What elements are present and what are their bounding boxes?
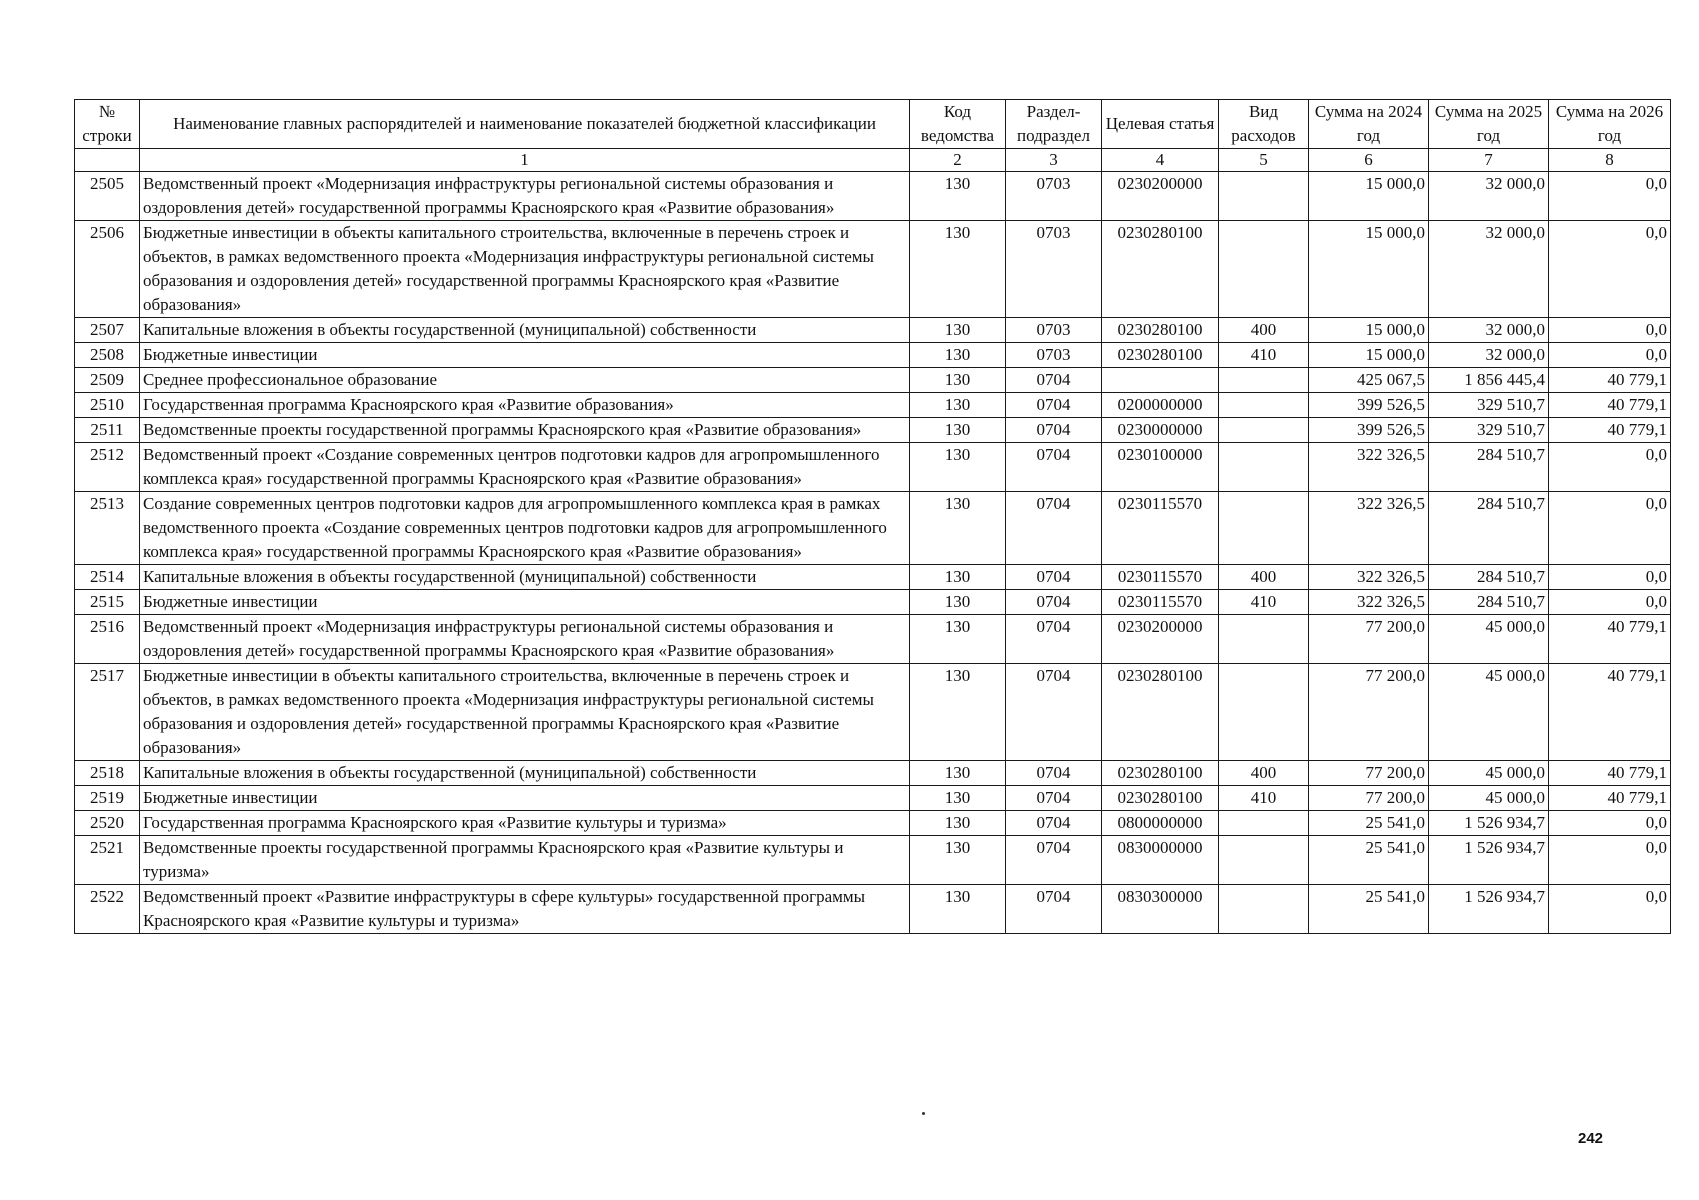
sum-2024: 25 541,0 xyxy=(1309,811,1429,836)
row-name: Бюджетные инвестиции xyxy=(140,786,910,811)
row-number: 2520 xyxy=(75,811,140,836)
row-number: 2512 xyxy=(75,443,140,492)
expense-type xyxy=(1219,492,1309,565)
table-row xyxy=(75,885,1671,934)
expense-type: 410 xyxy=(1219,786,1309,811)
dept-code: 130 xyxy=(910,172,1006,221)
table-row xyxy=(75,664,1671,761)
sum-2025: 32 000,0 xyxy=(1429,221,1549,318)
sum-2024: 322 326,5 xyxy=(1309,443,1429,492)
section-code: 0704 xyxy=(1006,565,1102,590)
dept-code: 130 xyxy=(910,343,1006,368)
target-article: 0200000000 xyxy=(1102,393,1219,418)
sum-2024: 15 000,0 xyxy=(1309,221,1429,318)
table-row xyxy=(75,761,1671,786)
sum-2026: 0,0 xyxy=(1549,318,1671,343)
target-article: 0230000000 xyxy=(1102,418,1219,443)
target-article: 0230200000 xyxy=(1102,615,1219,664)
row-name: Капитальные вложения в объекты государственной (муниципальной) собственности xyxy=(140,565,910,590)
row-name: Капитальные вложения в объекты государственной (муниципальной) собственности xyxy=(140,318,910,343)
sum-2025: 1 526 934,7 xyxy=(1429,811,1549,836)
target-article: 0230100000 xyxy=(1102,443,1219,492)
expense-type xyxy=(1219,443,1309,492)
sum-2025: 329 510,7 xyxy=(1429,393,1549,418)
expense-type xyxy=(1219,836,1309,885)
sum-2024: 15 000,0 xyxy=(1309,343,1429,368)
row-name: Государственная программа Красноярского края «Развитие культуры и туризма» xyxy=(140,811,910,836)
row-number: 2515 xyxy=(75,590,140,615)
dept-code: 130 xyxy=(910,565,1006,590)
row-name: Ведомственные проекты государственной программы Красноярского края «Развитие культуры и туризма» xyxy=(140,836,910,885)
sum-2026: 40 779,1 xyxy=(1549,761,1671,786)
expense-type: 400 xyxy=(1219,318,1309,343)
row-name: Ведомственный проект «Развитие инфраструктуры в сфере культуры» государственной программы Красноярского края «Развитие культуры и туризма» xyxy=(140,885,910,934)
page-number: 242 xyxy=(1578,1130,1604,1147)
table-row xyxy=(75,615,1671,664)
expense-type xyxy=(1219,885,1309,934)
row-number: 2519 xyxy=(75,786,140,811)
dept-code: 130 xyxy=(910,786,1006,811)
row-number: 2507 xyxy=(75,318,140,343)
row-number: 2518 xyxy=(75,761,140,786)
sum-2025: 284 510,7 xyxy=(1429,565,1549,590)
table-row xyxy=(75,318,1671,343)
table-row xyxy=(75,221,1671,318)
sum-2025: 45 000,0 xyxy=(1429,615,1549,664)
sum-2024: 77 200,0 xyxy=(1309,786,1429,811)
header-section: Раздел-подраздел xyxy=(1006,100,1102,149)
sum-2024: 322 326,5 xyxy=(1309,565,1429,590)
scan-speck xyxy=(922,1112,925,1115)
sum-2024: 15 000,0 xyxy=(1309,318,1429,343)
row-name: Ведомственный проект «Модернизация инфраструктуры региональной системы образования и оздоровления детей» государственной программы Красноярского края «Развитие образования» xyxy=(140,615,910,664)
sum-2026: 0,0 xyxy=(1549,492,1671,565)
column-number: 2 xyxy=(910,149,1006,172)
section-code: 0704 xyxy=(1006,393,1102,418)
table-row xyxy=(75,343,1671,368)
sum-2026: 40 779,1 xyxy=(1549,615,1671,664)
header-sum-2024: Сумма на 2024 год xyxy=(1309,100,1429,149)
sum-2026: 0,0 xyxy=(1549,172,1671,221)
section-code: 0704 xyxy=(1006,885,1102,934)
header-sum-2026: Сумма на 2026 год xyxy=(1549,100,1671,149)
sum-2024: 77 200,0 xyxy=(1309,664,1429,761)
dept-code: 130 xyxy=(910,318,1006,343)
budget-table xyxy=(74,99,1671,934)
row-number: 2506 xyxy=(75,221,140,318)
table-row xyxy=(75,393,1671,418)
row-name: Ведомственный проект «Модернизация инфраструктуры региональной системы образования и оздоровления детей» государственной программы Красноярского края «Развитие образования» xyxy=(140,172,910,221)
sum-2024: 25 541,0 xyxy=(1309,836,1429,885)
sum-2026: 0,0 xyxy=(1549,590,1671,615)
dept-code: 130 xyxy=(910,615,1006,664)
section-code: 0704 xyxy=(1006,836,1102,885)
sum-2024: 77 200,0 xyxy=(1309,761,1429,786)
header-code: Код ведомства xyxy=(910,100,1006,149)
sum-2024: 399 526,5 xyxy=(1309,393,1429,418)
sum-2026: 0,0 xyxy=(1549,565,1671,590)
table-row xyxy=(75,590,1671,615)
row-number: 2505 xyxy=(75,172,140,221)
expense-type xyxy=(1219,811,1309,836)
sum-2025: 284 510,7 xyxy=(1429,590,1549,615)
target-article: 0230280100 xyxy=(1102,664,1219,761)
section-code: 0704 xyxy=(1006,368,1102,393)
sum-2025: 45 000,0 xyxy=(1429,761,1549,786)
section-code: 0704 xyxy=(1006,786,1102,811)
table-row xyxy=(75,492,1671,565)
table-row xyxy=(75,418,1671,443)
header-sum-2025: Сумма на 2025 год xyxy=(1429,100,1549,149)
sum-2024: 322 326,5 xyxy=(1309,590,1429,615)
section-code: 0704 xyxy=(1006,761,1102,786)
expense-type xyxy=(1219,393,1309,418)
column-number: 7 xyxy=(1429,149,1549,172)
section-code: 0704 xyxy=(1006,418,1102,443)
sum-2024: 25 541,0 xyxy=(1309,885,1429,934)
row-name: Государственная программа Красноярского края «Развитие образования» xyxy=(140,393,910,418)
target-article: 0230280100 xyxy=(1102,221,1219,318)
sum-2025: 284 510,7 xyxy=(1429,443,1549,492)
section-code: 0704 xyxy=(1006,492,1102,565)
column-number: 5 xyxy=(1219,149,1309,172)
row-name: Создание современных центров подготовки кадров для агропромышленного комплекса края в рамках ведомственного проекта «Создание современных центров подготовки кадров для агропромышленного комплекса края» государственной программы Красноярского края «Развитие образования» xyxy=(140,492,910,565)
expense-type xyxy=(1219,664,1309,761)
sum-2026: 0,0 xyxy=(1549,836,1671,885)
dept-code: 130 xyxy=(910,761,1006,786)
expense-type: 410 xyxy=(1219,343,1309,368)
dept-code: 130 xyxy=(910,885,1006,934)
column-number-row xyxy=(75,149,1671,172)
expense-type xyxy=(1219,172,1309,221)
row-number: 2510 xyxy=(75,393,140,418)
row-name: Ведомственный проект «Создание современных центров подготовки кадров для агропромышленного комплекса края» государственной программы Красноярского края «Развитие образования» xyxy=(140,443,910,492)
sum-2025: 45 000,0 xyxy=(1429,664,1549,761)
dept-code: 130 xyxy=(910,221,1006,318)
row-name: Бюджетные инвестиции xyxy=(140,590,910,615)
section-code: 0703 xyxy=(1006,172,1102,221)
sum-2026: 40 779,1 xyxy=(1549,786,1671,811)
column-number xyxy=(75,149,140,172)
sum-2025: 32 000,0 xyxy=(1429,172,1549,221)
header-name: Наименование главных распорядителей и наименование показателей бюджетной классификации xyxy=(140,100,910,149)
sum-2025: 1 526 934,7 xyxy=(1429,836,1549,885)
target-article: 0230115570 xyxy=(1102,565,1219,590)
sum-2026: 0,0 xyxy=(1549,343,1671,368)
table-row xyxy=(75,443,1671,492)
header-type: Вид расходов xyxy=(1219,100,1309,149)
sum-2025: 32 000,0 xyxy=(1429,318,1549,343)
row-number: 2508 xyxy=(75,343,140,368)
section-code: 0704 xyxy=(1006,443,1102,492)
sum-2024: 15 000,0 xyxy=(1309,172,1429,221)
sum-2026: 0,0 xyxy=(1549,885,1671,934)
row-name: Среднее профессиональное образование xyxy=(140,368,910,393)
table-row xyxy=(75,836,1671,885)
target-article: 0800000000 xyxy=(1102,811,1219,836)
column-number: 6 xyxy=(1309,149,1429,172)
target-article: 0230200000 xyxy=(1102,172,1219,221)
row-number: 2517 xyxy=(75,664,140,761)
target-article: 0230280100 xyxy=(1102,761,1219,786)
section-code: 0704 xyxy=(1006,664,1102,761)
sum-2026: 40 779,1 xyxy=(1549,418,1671,443)
table-row xyxy=(75,368,1671,393)
sum-2025: 1 856 445,4 xyxy=(1429,368,1549,393)
target-article: 0230280100 xyxy=(1102,318,1219,343)
dept-code: 130 xyxy=(910,443,1006,492)
dept-code: 130 xyxy=(910,368,1006,393)
table-row xyxy=(75,786,1671,811)
column-number: 8 xyxy=(1549,149,1671,172)
dept-code: 130 xyxy=(910,492,1006,565)
column-number: 4 xyxy=(1102,149,1219,172)
section-code: 0704 xyxy=(1006,590,1102,615)
row-name: Ведомственные проекты государственной программы Красноярского края «Развитие образования» xyxy=(140,418,910,443)
dept-code: 130 xyxy=(910,590,1006,615)
row-number: 2521 xyxy=(75,836,140,885)
expense-type: 400 xyxy=(1219,761,1309,786)
section-code: 0704 xyxy=(1006,615,1102,664)
table-row xyxy=(75,565,1671,590)
row-name: Капитальные вложения в объекты государственной (муниципальной) собственности xyxy=(140,761,910,786)
table-row xyxy=(75,811,1671,836)
header-target: Целевая статья xyxy=(1102,100,1219,149)
row-number: 2522 xyxy=(75,885,140,934)
sum-2026: 40 779,1 xyxy=(1549,368,1671,393)
sum-2024: 322 326,5 xyxy=(1309,492,1429,565)
sum-2024: 77 200,0 xyxy=(1309,615,1429,664)
dept-code: 130 xyxy=(910,836,1006,885)
sum-2024: 399 526,5 xyxy=(1309,418,1429,443)
row-number: 2516 xyxy=(75,615,140,664)
target-article: 0230115570 xyxy=(1102,492,1219,565)
target-article: 0830000000 xyxy=(1102,836,1219,885)
dept-code: 130 xyxy=(910,664,1006,761)
row-number: 2513 xyxy=(75,492,140,565)
target-article: 0230280100 xyxy=(1102,343,1219,368)
dept-code: 130 xyxy=(910,811,1006,836)
sum-2025: 329 510,7 xyxy=(1429,418,1549,443)
dept-code: 130 xyxy=(910,393,1006,418)
sum-2026: 0,0 xyxy=(1549,811,1671,836)
dept-code: 130 xyxy=(910,418,1006,443)
target-article: 0230280100 xyxy=(1102,786,1219,811)
section-code: 0703 xyxy=(1006,343,1102,368)
target-article xyxy=(1102,368,1219,393)
sum-2026: 0,0 xyxy=(1549,443,1671,492)
section-code: 0704 xyxy=(1006,811,1102,836)
sum-2025: 45 000,0 xyxy=(1429,786,1549,811)
target-article: 0830300000 xyxy=(1102,885,1219,934)
row-number: 2509 xyxy=(75,368,140,393)
sum-2026: 40 779,1 xyxy=(1549,664,1671,761)
row-name: Бюджетные инвестиции в объекты капитального строительства, включенные в перечень строек и объектов, в рамках ведомственного проекта «Модернизация инфраструктуры региональной системы образования и оздоровления детей» государственной программы Красноярского края «Развитие образования» xyxy=(140,221,910,318)
row-name: Бюджетные инвестиции xyxy=(140,343,910,368)
sum-2024: 425 067,5 xyxy=(1309,368,1429,393)
sum-2025: 284 510,7 xyxy=(1429,492,1549,565)
sum-2026: 40 779,1 xyxy=(1549,393,1671,418)
target-article: 0230115570 xyxy=(1102,590,1219,615)
expense-type xyxy=(1219,418,1309,443)
expense-type xyxy=(1219,221,1309,318)
expense-type xyxy=(1219,368,1309,393)
row-number: 2514 xyxy=(75,565,140,590)
row-name: Бюджетные инвестиции в объекты капитального строительства, включенные в перечень строек и объектов, в рамках ведомственного проекта «Модернизация инфраструктуры региональной системы образования и оздоровления детей» государственной программы Красноярского края «Развитие образования» xyxy=(140,664,910,761)
expense-type: 400 xyxy=(1219,565,1309,590)
sum-2025: 1 526 934,7 xyxy=(1429,885,1549,934)
sum-2025: 32 000,0 xyxy=(1429,343,1549,368)
section-code: 0703 xyxy=(1006,221,1102,318)
expense-type xyxy=(1219,615,1309,664)
header-row-num: № строки xyxy=(75,100,140,149)
expense-type: 410 xyxy=(1219,590,1309,615)
row-number: 2511 xyxy=(75,418,140,443)
sum-2026: 0,0 xyxy=(1549,221,1671,318)
section-code: 0703 xyxy=(1006,318,1102,343)
table-row xyxy=(75,172,1671,221)
column-number: 3 xyxy=(1006,149,1102,172)
column-number: 1 xyxy=(140,149,910,172)
header-row xyxy=(75,100,1671,149)
